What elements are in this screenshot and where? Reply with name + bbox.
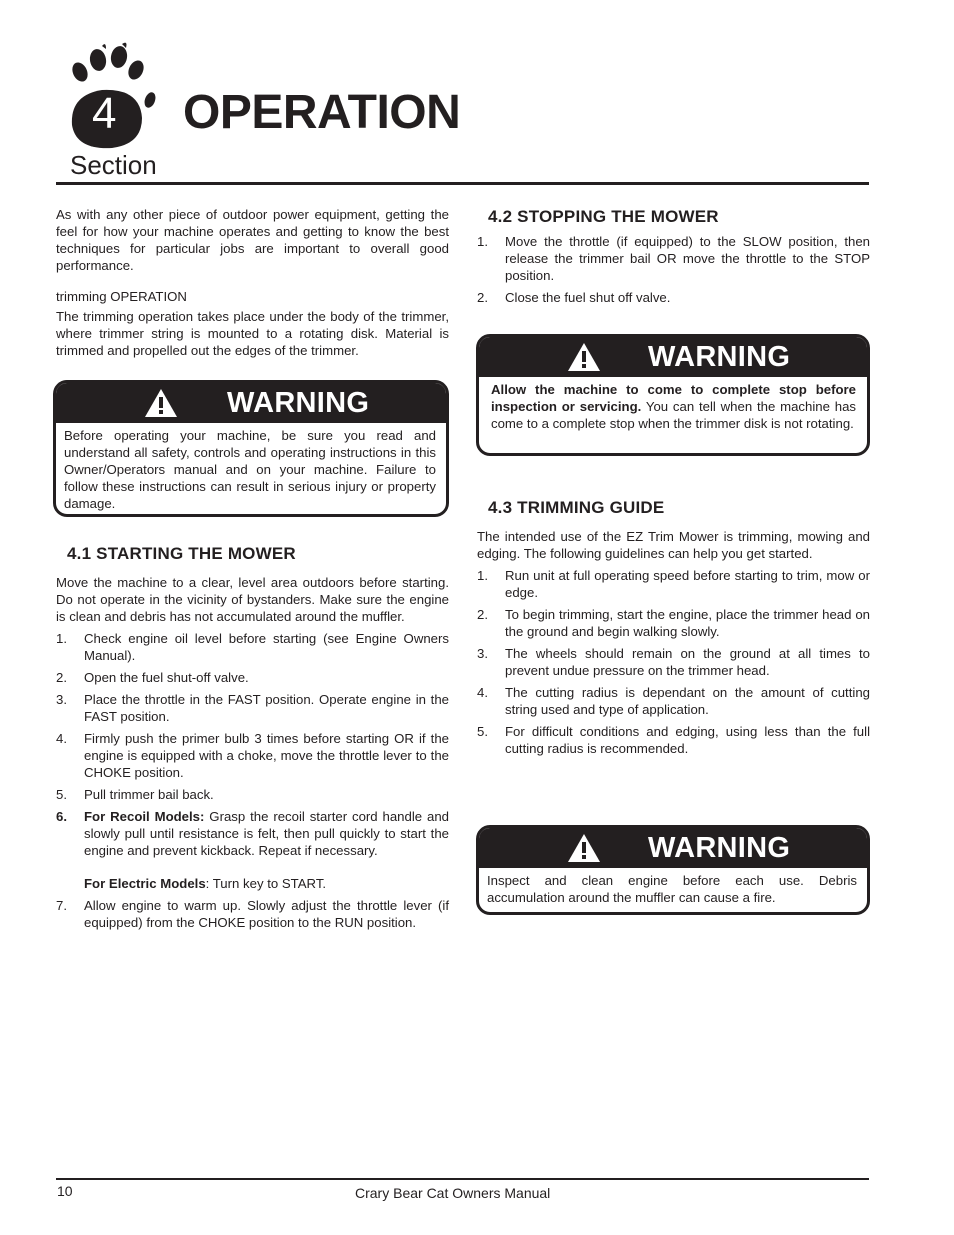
trimming-label: trimming OPERATION bbox=[56, 289, 187, 304]
stopping-steps bbox=[477, 233, 870, 306]
warning-title: WARNING bbox=[227, 387, 370, 419]
section-intro: Move the machine to a clear, level area outdoors before starting. Do not operate in the vicinity of bystanders. Make sure the engine is clean and debris has not accumulated around the muffler. bbox=[56, 575, 449, 624]
warning-text: Before operating your machine, be sure you read and understand all safety, controls and operating instructions in this Owner/Operators manual and on your machine. Failure to follow these instructions can result in serious injury or property damage. bbox=[64, 428, 436, 511]
section-heading: 4.3 TRIMMING GUIDE bbox=[488, 498, 665, 517]
section-4-1 bbox=[56, 544, 449, 936]
warning-title: WARNING bbox=[648, 832, 791, 864]
warning-box-fire bbox=[476, 825, 870, 915]
section-heading: 4.1 STARTING THE MOWER bbox=[67, 544, 296, 563]
warning-title: WARNING bbox=[648, 341, 791, 373]
list-item: 2. To begin trimming, start the engine, place the trimmer head on the ground and begin walking slowly. bbox=[477, 607, 870, 639]
warning-text: Allow the machine to come to complete stop before inspection or servicing. You can tell when the machine has come to a complete stop when the trimmer disk is not rotating. bbox=[491, 382, 857, 431]
section-intro: The intended use of the EZ Trim Mower is trimming, mowing and edging. The following guidelines can help you get started. bbox=[477, 529, 870, 561]
electric-models-note: For Electric Models: Turn key to START. bbox=[84, 876, 327, 891]
footer-manual-title: Crary Bear Cat Owners Manual bbox=[355, 1185, 551, 1201]
list-item: 5. For difficult conditions and edging, using less than the full cutting radius is recommended. bbox=[477, 724, 870, 756]
list-item: 2. Open the fuel shut-off valve. bbox=[56, 670, 249, 685]
list-item: 2. Close the fuel shut off valve. bbox=[477, 290, 671, 305]
starting-steps bbox=[56, 630, 449, 931]
list-item: 1. Check engine oil level before starting (see Engine Owners Manual). bbox=[56, 631, 449, 663]
list-item: 3. Place the throttle in the FAST position. Operate engine in the FAST position. bbox=[56, 692, 449, 724]
list-item: 1. Move the throttle (if equipped) to the SLOW position, then release the trimmer bail OR move the throttle to the STOP position. bbox=[477, 234, 870, 283]
left-column bbox=[56, 206, 449, 359]
page-title: OPERATION bbox=[183, 86, 461, 139]
section-label: Section bbox=[70, 150, 157, 180]
trimming-steps bbox=[477, 567, 870, 757]
trimming-paragraph: The trimming operation takes place under the body of the trimmer, where trimmer string is mounted to a rotating disk. Material is trimmed and propelled out the edges of the trimmer. bbox=[56, 309, 449, 358]
section-4-3 bbox=[477, 498, 870, 762]
list-item: 1. Run unit at full operating speed before starting to trim, mow or edge. bbox=[477, 568, 870, 600]
warning-box-safety bbox=[53, 380, 449, 517]
warning-triangle-icon bbox=[567, 342, 601, 372]
warning-box-stop bbox=[476, 334, 870, 456]
footer-rule bbox=[56, 1178, 869, 1180]
list-item: 4. The cutting radius is dependant on the amount of cutting string used and type of application. bbox=[477, 685, 870, 717]
warning-header bbox=[56, 383, 446, 423]
list-item: 5. Pull trimmer bail back. bbox=[56, 787, 214, 802]
warning-header bbox=[479, 828, 867, 868]
page-number: 10 bbox=[57, 1183, 73, 1199]
intro-paragraph: As with any other piece of outdoor power equipment, getting the feel for how your machine operates and getting to know the best techniques for particular jobs are important to overall good performance. bbox=[56, 207, 449, 273]
warning-triangle-icon bbox=[567, 833, 601, 863]
list-item: 6. For Recoil Models: Grasp the recoil starter cord handle and slowly pull until resistance is felt, then pull quickly to start the engine and prevent kickback. Repeat if necessary. For Electric Models: Turn key to START. bbox=[56, 809, 450, 891]
list-item: 7. Allow engine to warm up. Slowly adjust the throttle lever (if equipped) from the CHOKE position to the RUN position. bbox=[56, 898, 449, 930]
list-item: 3. The wheels should remain on the ground at all times to prevent undue pressure on the trimmer head. bbox=[477, 646, 870, 678]
warning-triangle-icon bbox=[144, 388, 178, 418]
warning-text: Inspect and clean engine before each use. Debris accumulation around the muffler can cause a fire. bbox=[487, 873, 857, 905]
section-paw-logo bbox=[62, 40, 162, 150]
list-item: 4. Firmly push the primer bulb 3 times before starting OR if the engine is equipped with a choke, move the throttle lever to the CHOKE position. bbox=[56, 731, 449, 780]
section-number: 4 bbox=[92, 89, 117, 138]
section-4-2 bbox=[477, 207, 870, 311]
section-heading: 4.2 STOPPING THE MOWER bbox=[488, 207, 719, 226]
header-rule bbox=[56, 182, 869, 185]
warning-header bbox=[479, 337, 867, 377]
